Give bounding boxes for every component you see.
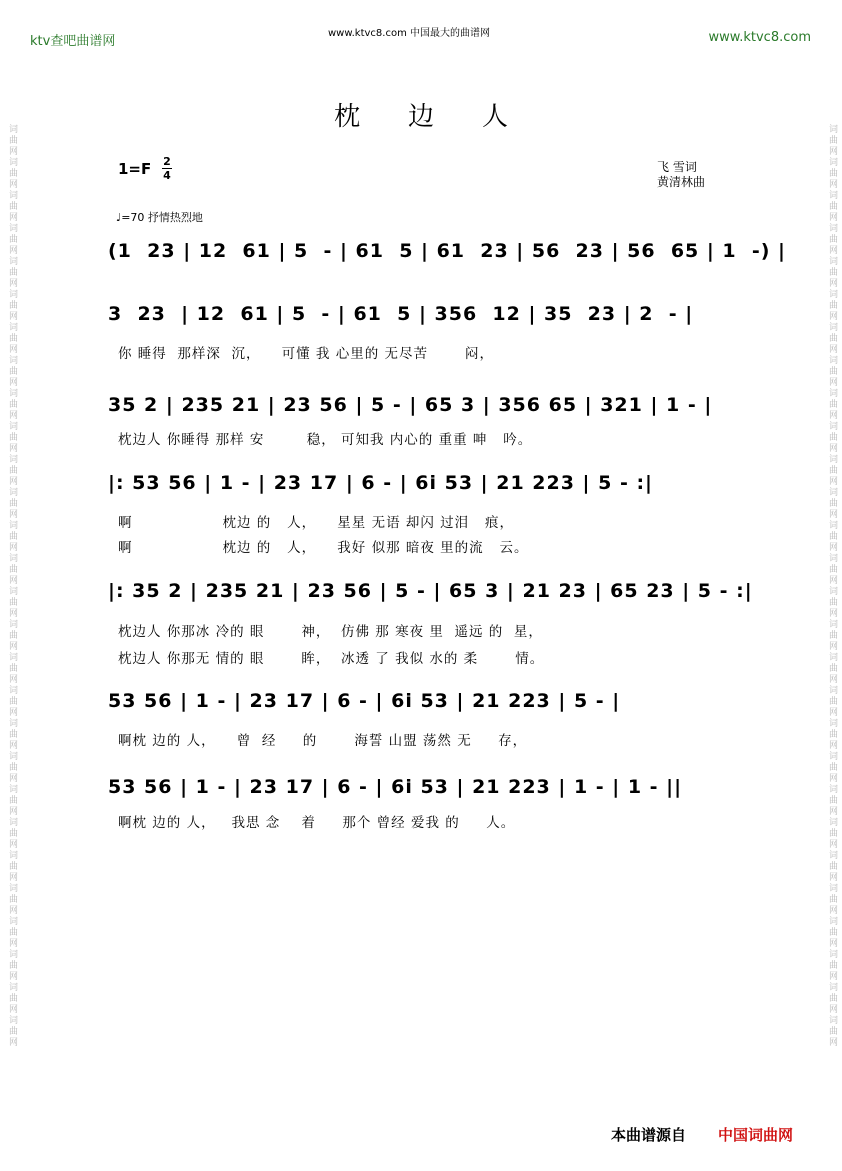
lyric-line-3: 枕边人 你睡得 那样 安 稳， 可知我 内心的 重重 呻 吟。 [118, 432, 533, 448]
notation-row-3: 35 2 | 235 21 | 23 56 | 5 - | 65 3 | 356 65 | 321 | 1 - | [108, 394, 713, 416]
lyric-line-5b: 枕边人 你那无 情的 眼 眸， 冰透 了 我似 水的 柔 情。 [118, 651, 545, 667]
credits [657, 160, 705, 190]
lyric-line-6: 啊枕 边的 人， 曾 经 的 海誓 山盟 荡然 无 存， [118, 733, 528, 749]
footer-source-site[interactable]: 中国词曲网 [718, 1126, 794, 1144]
lyric-line-4a: 啊 枕边 的 人， 星星 无语 却闪 过泪 痕， [118, 515, 515, 531]
song-title: 枕边人 [333, 102, 556, 132]
key-signature: 1=F [118, 160, 152, 178]
notation-row-7: 53 56 | 1 - | 23 17 | 6 - | 6i 53 | 21 223 | 1 - | 1 - || [108, 776, 683, 798]
notation-row-6: 53 56 | 1 - | 23 17 | 6 - | 6i 53 | 21 223 | 5 - | [108, 690, 621, 712]
time-bottom: 4 [163, 169, 171, 182]
header-center-site[interactable]: www.ktvc8.com 中国最大的曲谱网 [328, 28, 491, 39]
lyric-line-4b: 啊 枕边 的 人， 我好 似那 暗夜 里的流 云。 [118, 540, 529, 556]
header-right-site[interactable]: www.ktvc8.com [708, 30, 811, 45]
notation-row-1: (1 23 | 12 61 | 5 - | 61 5 | 61 23 | 56 23 | 56 65 | 1 -) | [108, 240, 786, 262]
tempo-marking: ♩=70 抒情热烈地 [116, 211, 203, 224]
lyric-line-5a: 枕边人 你那冰 冷的 眼 神， 仿佛 那 寒夜 里 遥远 的 星， [118, 624, 543, 640]
left-watermark-strip: 词曲网词曲网词曲网词曲网词曲网词曲网词曲网词曲网词曲网词曲网词曲网词曲网词曲网词曲网词曲网词曲网词曲网词曲网词曲网词曲网词曲网词曲网词曲网词曲网词曲网词曲网词曲网词曲网 [7, 123, 17, 1048]
notation-row-4: |: 53 56 | 1 - | 23 17 | 6 - | 6i 53 | 21 223 | 5 - :| [108, 472, 653, 494]
lyric-line-2: 你 睡得 那样深 沉， 可懂 我 心里的 无尽苦 闷， [118, 346, 495, 362]
notation-row-5: |: 35 2 | 235 21 | 23 56 | 5 - | 65 3 | 21 23 | 65 23 | 5 - :| [108, 580, 753, 602]
composer: 黄清林曲 [657, 175, 706, 189]
time-signature [162, 156, 172, 181]
footer-source-label: 本曲谱源自 [611, 1126, 687, 1144]
right-watermark-strip: 词曲网词曲网词曲网词曲网词曲网词曲网词曲网词曲网词曲网词曲网词曲网词曲网词曲网词曲网词曲网词曲网词曲网词曲网词曲网词曲网词曲网词曲网词曲网词曲网词曲网词曲网词曲网词曲网 [827, 123, 837, 1048]
header-left-site[interactable]: ktv查吧曲谱网 [30, 34, 116, 49]
notation-row-2: 3 23 | 12 61 | 5 - | 61 5 | 356 12 | 35 23 | 2 - | [108, 303, 694, 325]
lyric-line-7: 啊枕 边的 人， 我思 念 着 那个 曾经 爱我 的 人。 [118, 815, 516, 831]
lyricist: 飞 雪词 [657, 160, 697, 174]
time-top: 2 [163, 155, 171, 168]
